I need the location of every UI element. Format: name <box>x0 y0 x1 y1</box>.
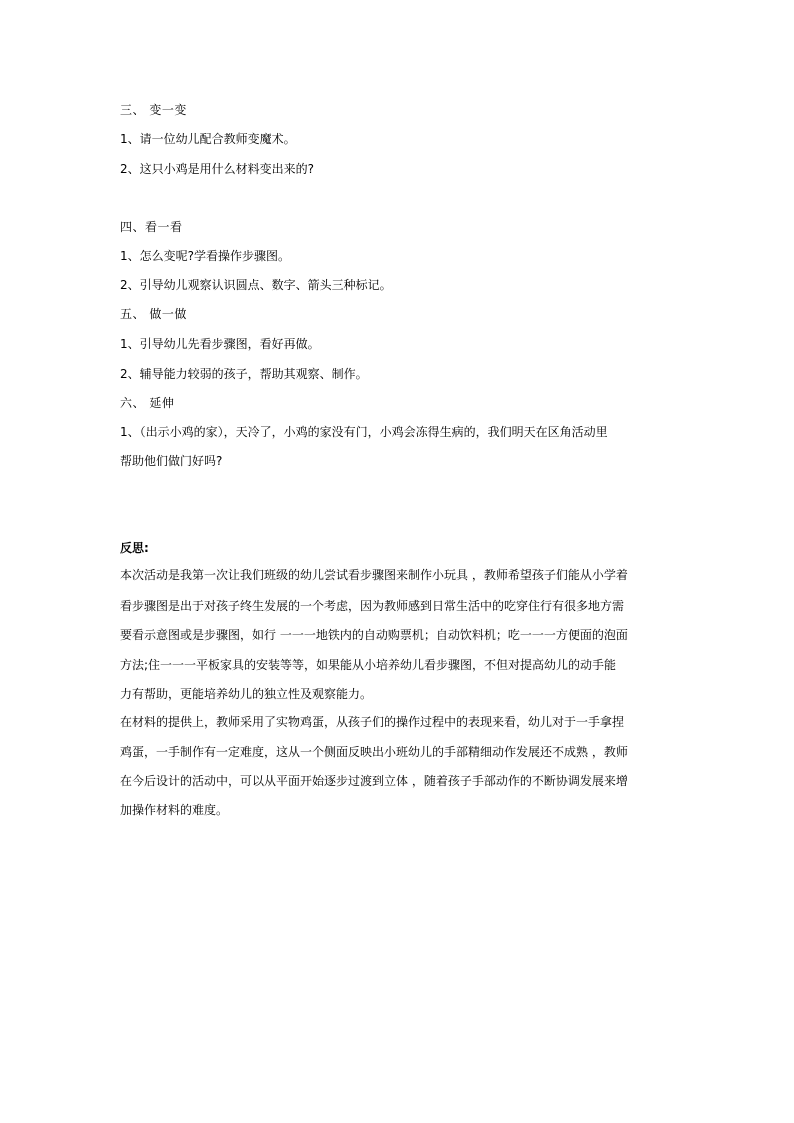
reflection-title: 反思: <box>120 541 149 555</box>
section-heading: 五、 做一做 <box>120 307 187 321</box>
list-item: 2、这只小鸡是用什么材料变出来的? <box>120 162 315 176</box>
reflection-line: 看步骤图是出于对孩子终生发展的一个考虑，因为教师感到日常生活中的吃穿住行有很多地方需 <box>120 599 625 613</box>
reflection-line: 在今后设计的活动中，可以从平面开始逐步过渡到立体 ，随着孩子手部动作的不断协调发展来增 <box>120 774 628 788</box>
reflection-line: 方法;住一一一平板家具的安装等等，如果能从小培养幼儿看步骤图，不但对提高幼儿的动手能 <box>120 658 617 672</box>
section-heading: 四、看一看 <box>120 220 183 234</box>
reflection-line: 鸡蛋，一手制作有一定难度，这从一个侧面反映出小班幼儿的手部精细动作发展还不成熟 ，教师 <box>120 745 628 759</box>
reflection-line: 本次活动是我第一次让我们班级的幼儿尝试看步骤图来制作小玩具 ，教师希望孩子们能从小学着 <box>120 568 628 582</box>
section-heading: 六、 延伸 <box>120 396 175 410</box>
list-item: 2、引导幼儿观察认识圆点、数字、箭头三种标记。 <box>120 278 392 292</box>
reflection-line: 在材料的提供上，教师采用了实物鸡蛋，从孩子们的操作过程中的表现来看，幼儿对于一手拿捏 <box>120 715 625 729</box>
list-item: 1、引导幼儿先看步骤图，看好再做。 <box>120 337 320 351</box>
reflection-line: 加操作材料的难度。 <box>120 803 229 817</box>
reflection-line: 力有帮助，更能培养幼儿的独立性及观察能力。 <box>120 687 373 701</box>
reflection-line: 要看示意图或是步骤图，如行 一一一地铁内的自动购票机；自动饮料机；吃一一一方便面的泡面 <box>120 628 628 642</box>
list-item: 2、辅导能力较弱的孩子，帮助其观察、制作。 <box>120 367 368 381</box>
list-item: 1、怎么变呢?学看操作步骤图。 <box>120 249 291 263</box>
list-item: 帮助他们做门好吗? <box>120 454 223 468</box>
list-item: 1、（出示小鸡的家），天冷了，小鸡的家没有门，小鸡会冻得生病的，我们明天在区角活动里 <box>120 425 608 439</box>
list-item: 1、请一位幼儿配合教师变魔术。 <box>120 132 296 146</box>
section-heading: 三、 变一变 <box>120 103 187 117</box>
